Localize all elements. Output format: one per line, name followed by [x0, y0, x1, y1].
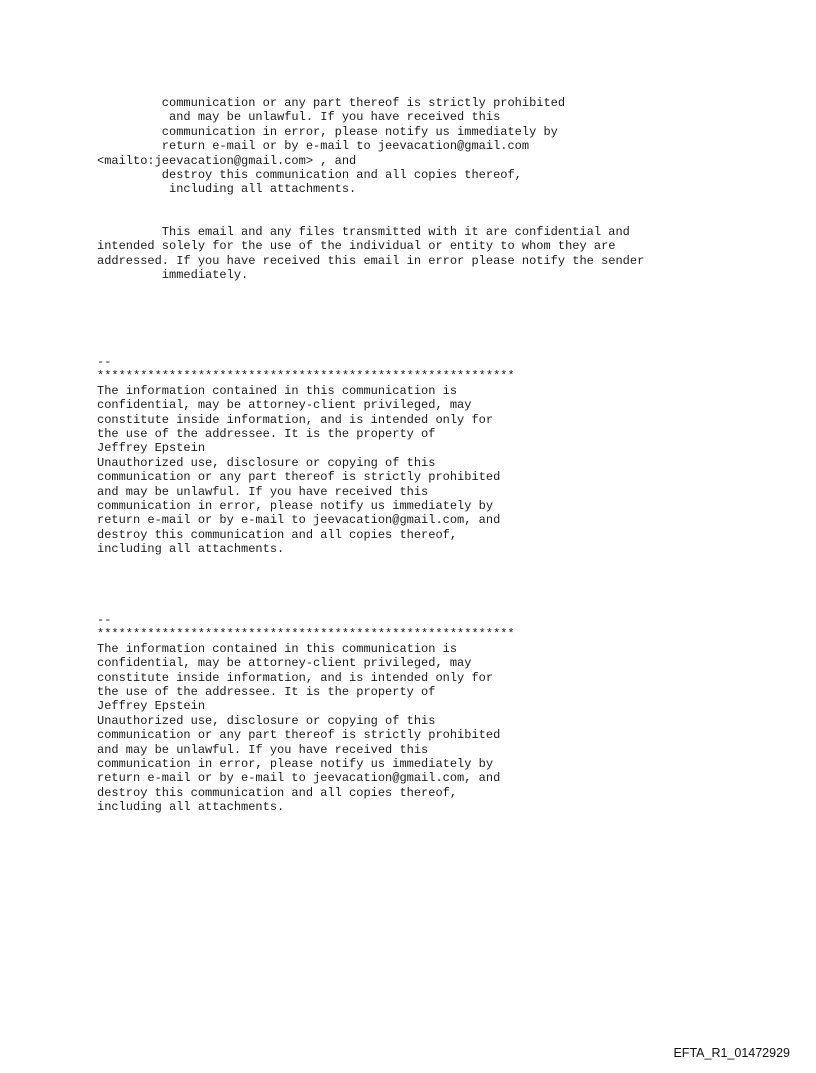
document-id-stamp: EFTA_R1_01472929 [673, 1046, 790, 1060]
confidentiality-notice: This email and any files transmitted with it are confidential and intended solely for the use of the individual or entity to whom they are addressed. If you have received this email in error please notify the sender immediately. [97, 225, 645, 283]
signature-disclaimer-1: -- ********************************************************** The information contained in this communication is confidential, may be attorney-client privileged, may constitute inside information, and is intended only for the use of the addressee. It is the property of Jeffrey Epstein Unauthorized use, disclosure or copying of this communication or any part thereof is strictly prohibited and may be unlawful. If you have received this communication in error, please notify us immediately by return e-mail or by e-mail to jeevacation@gmail.com, and destroy this communication and all copies thereof, including all attachments. [97, 355, 515, 557]
signature-disclaimer-2: -- ********************************************************** The information contained in this communication is confidential, may be attorney-client privileged, may constitute inside information, and is intended only for the use of the addressee. It is the property of Jeffrey Epstein Unauthorized use, disclosure or copying of this communication or any part thereof is strictly prohibited and may be unlawful. If you have received this communication in error, please notify us immediately by return e-mail or by e-mail to jeevacation@gmail.com, and destroy this communication and all copies thereof, including all attachments. [97, 613, 515, 815]
disclaimer-continuation: communication or any part thereof is strictly prohibited and may be unlawful. If you have received this communication in error, please notify us immediately by return e-mail or by e-mail to jeevacation@gmail.com <mailto:jeevacation@gmail.com> , and destroy this communication and all copies thereof, including all attachments. [97, 96, 566, 197]
